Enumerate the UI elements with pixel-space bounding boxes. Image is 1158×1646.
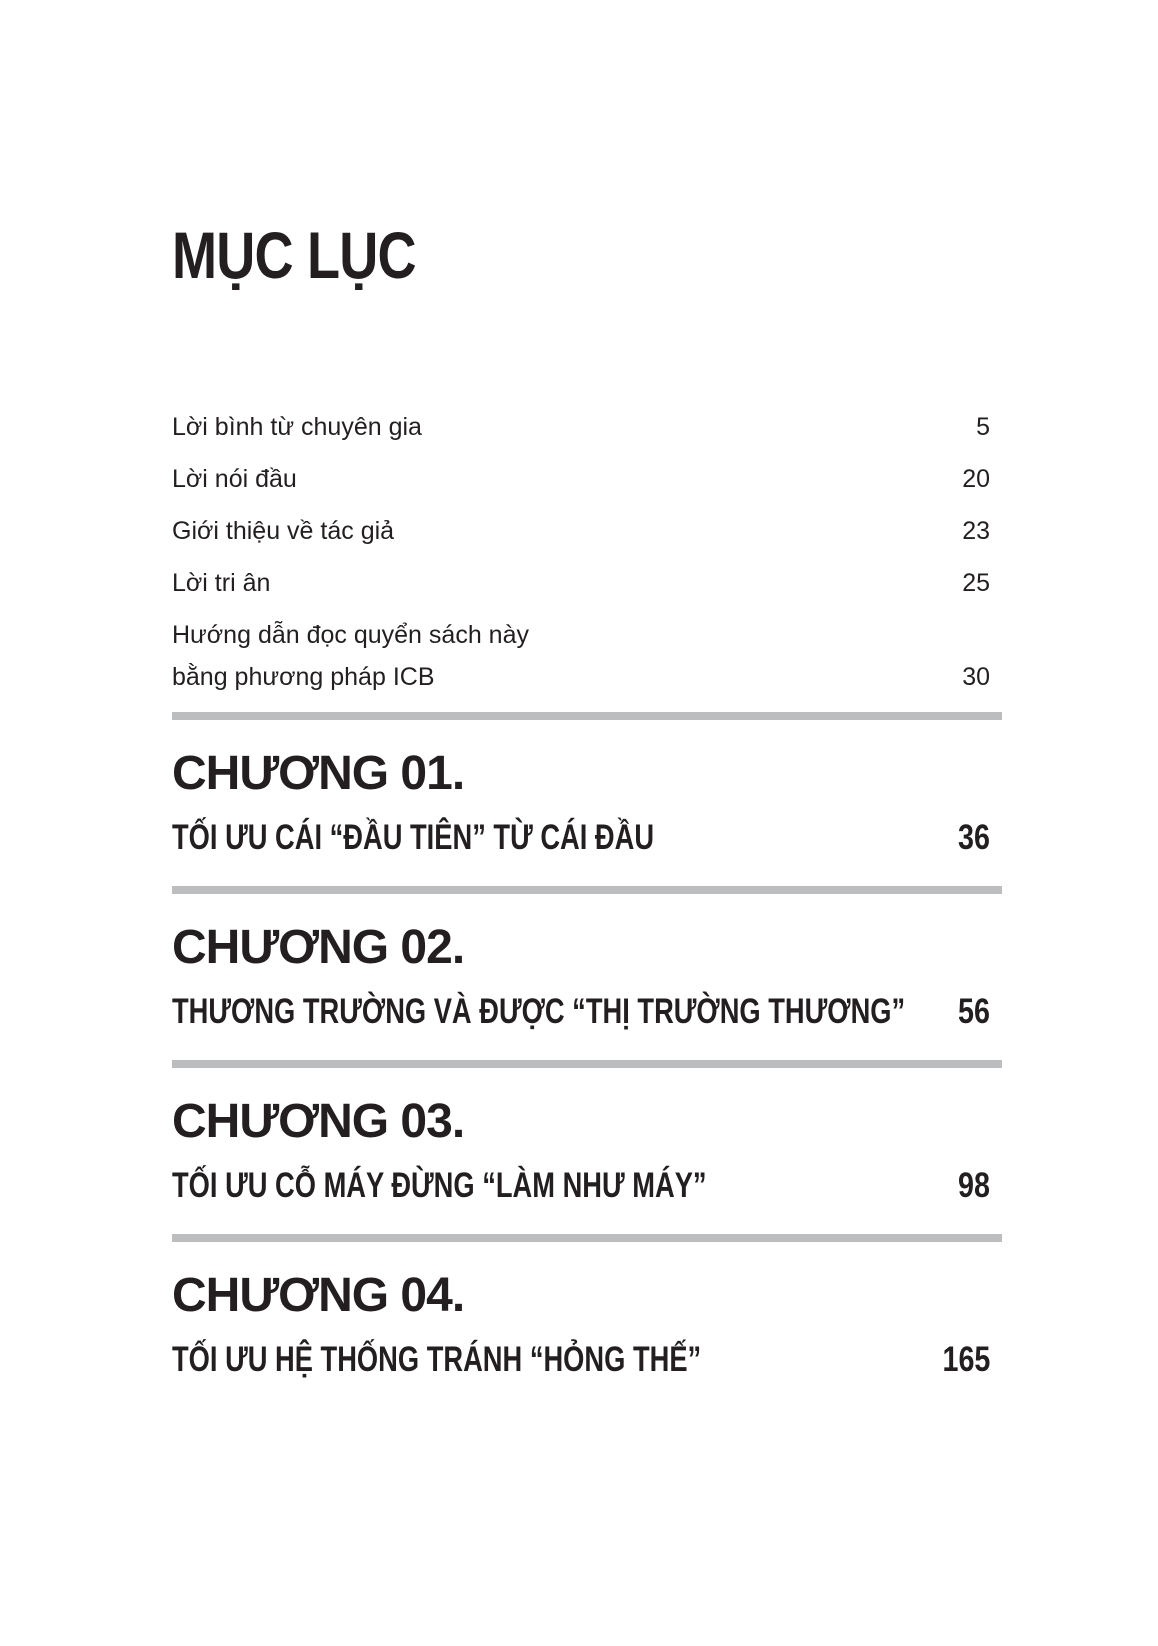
page-title: MỤC LỤC xyxy=(172,218,416,292)
toc-entry-label-line2: bằng phương pháp ICB xyxy=(172,663,435,691)
chapter-page: 165 xyxy=(942,1340,990,1379)
toc-entry-page: 30 xyxy=(962,663,990,691)
front-matter-list xyxy=(172,412,990,716)
chapter-name: CHƯƠNG 02. xyxy=(172,921,465,974)
toc-entry-label: Giới thiệu về tác giả xyxy=(172,517,395,545)
toc-entry[interactable] xyxy=(172,516,990,568)
chapter-page: 98 xyxy=(958,1166,990,1205)
chapter-title: TỐI ƯU HỆ THỐNG TRÁNH “HỎNG THẾ” xyxy=(172,1340,702,1379)
chapter-title: TỐI ƯU CỖ MÁY ĐỪNG “LÀM NHƯ MÁY” xyxy=(172,1166,707,1205)
toc-entry-label: Lời bình từ chuyên gia xyxy=(172,413,422,441)
chapter-divider xyxy=(172,1060,1002,1068)
chapter-divider xyxy=(172,886,1002,894)
chapter-divider xyxy=(172,712,1002,720)
toc-entry[interactable] xyxy=(172,620,990,716)
chapter-page: 36 xyxy=(958,818,990,857)
toc-entry-page: 25 xyxy=(962,569,990,597)
toc-entry-label xyxy=(172,620,812,692)
chapter-divider xyxy=(172,1234,1002,1242)
toc-entry-label: Lời nói đầu xyxy=(172,465,297,493)
toc-entry-page: 5 xyxy=(976,413,990,441)
chapter-title: THƯƠNG TRƯỜNG VÀ ĐƯỢC “THỊ TRƯỜNG THƯƠNG” xyxy=(172,992,906,1031)
toc-entry[interactable] xyxy=(172,568,990,620)
chapter-title: TỐI ƯU CÁI “ĐẦU TIÊN” TỪ CÁI ĐẦU xyxy=(172,818,655,857)
toc-entry-page: 20 xyxy=(962,465,990,493)
chapter-name: CHƯƠNG 04. xyxy=(172,1269,465,1322)
toc-entry[interactable] xyxy=(172,464,990,516)
toc-entry-label-line1: Hướng dẫn đọc quyển sách này xyxy=(172,621,529,649)
chapter-page: 56 xyxy=(958,992,990,1031)
chapter-name: CHƯƠNG 01. xyxy=(172,747,465,800)
toc-entry-page: 23 xyxy=(962,517,990,545)
toc-entry-label: Lời tri ân xyxy=(172,569,271,597)
toc-entry[interactable] xyxy=(172,412,990,464)
chapter-name: CHƯƠNG 03. xyxy=(172,1095,465,1148)
